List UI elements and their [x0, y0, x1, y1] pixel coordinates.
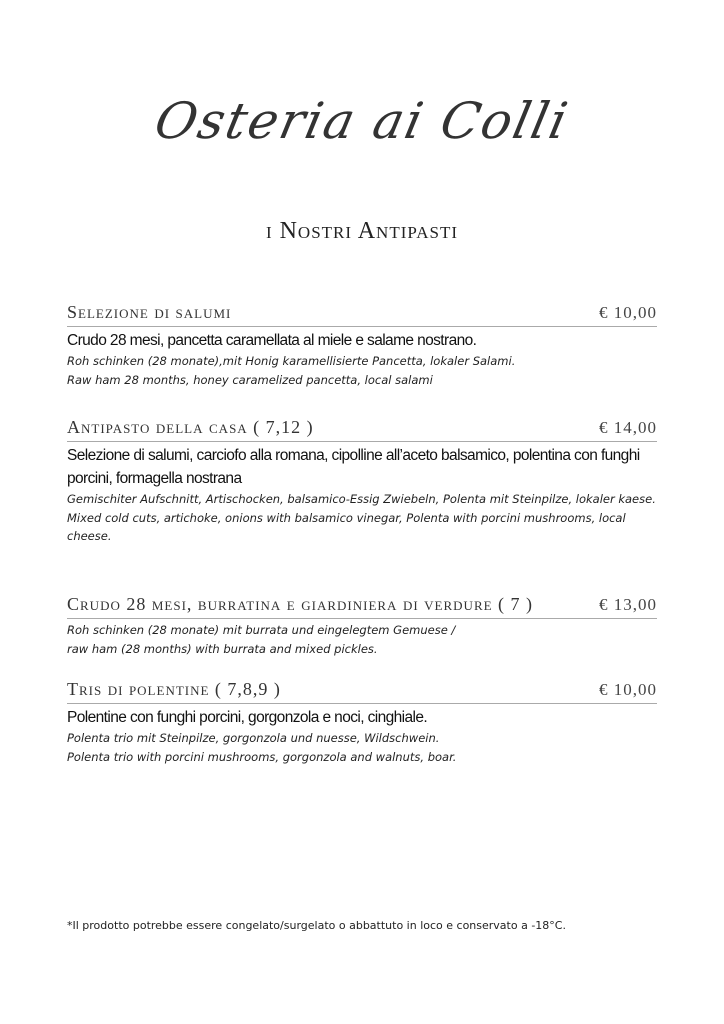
item-description-en: Polenta trio with porcini mushrooms, gorgonzola and walnuts, boar. [67, 749, 457, 764]
item-description: Selezione di salumi, carciofo alla romana, cipolline all’aceto balsamico, polentina con funghi porcini, formagella nostrana [67, 447, 640, 487]
menu-item [67, 594, 657, 658]
page-title: i Nostri Antipasti [265, 218, 459, 244]
item-description-de: Gemischiter Aufschnitt, Artischocken, balsamico-Essig Zwiebeln, Polenta mit Steinpilze, lokaler kaese. [67, 492, 656, 506]
item-name: Tris di polentine ( 7,8,9 ) [67, 679, 281, 699]
item-description: Polentine con funghi porcini, gorgonzola e noci, cinghiale. [67, 709, 428, 726]
item-description-en: Mixed cold cuts, artichoke, onions with balsamico vinegar, Polenta with porcini mushrooms, local cheese. [67, 510, 626, 543]
item-name: Crudo 28 mesi, burratina e giardiniera di verdure ( 7 ) [67, 594, 534, 614]
footnote: *Il prodotto potrebbe essere congelato/surgelato o abbattuto in loco e conservato a -18°C. [67, 919, 566, 932]
item-price: € 14,00 [599, 418, 657, 437]
menu-item [67, 679, 657, 766]
item-description: Crudo 28 mesi, pancetta caramellata al miele e salame nostrano. [67, 332, 477, 349]
item-price: € 10,00 [599, 303, 657, 322]
item-description-de: Polenta trio mit Steinpilze, gorgonzola und nuesse, Wildschwein. [67, 731, 440, 745]
item-description-de: Roh schinken (28 monate),mit Honig karamellisierte Pancetta, lokaler Salami. [67, 354, 516, 368]
item-name: Selezione di salumi [67, 302, 232, 322]
item-name: Antipasto della casa ( 7,12 ) [67, 417, 314, 437]
restaurant-logo: Osteria ai Colli [149, 92, 575, 150]
item-price: € 10,00 [599, 680, 657, 699]
item-description-en: Raw ham 28 months, honey caramelized pancetta, local salami [67, 372, 433, 387]
item-description-en: raw ham (28 months) with burrata and mixed pickles. [67, 641, 378, 656]
menu-item [67, 417, 657, 546]
item-price: € 13,00 [599, 595, 657, 614]
menu-item [67, 302, 657, 389]
item-description-de: Roh schinken (28 monate) mit burrata und eingelegtem Gemuese / [67, 623, 456, 637]
